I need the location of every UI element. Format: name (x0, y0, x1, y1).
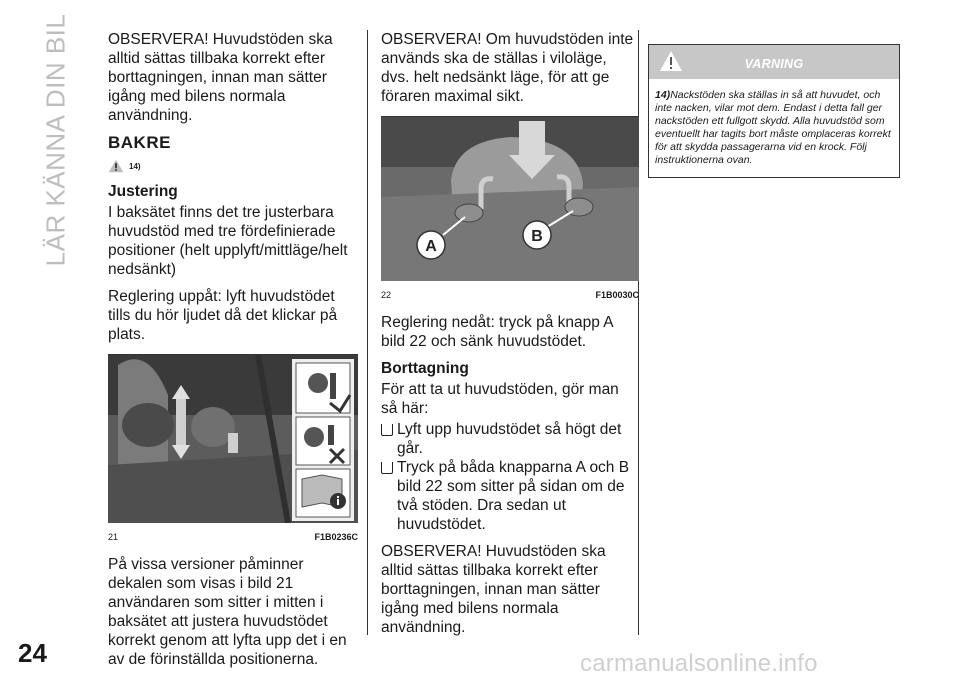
column-2 (381, 30, 639, 645)
figure-22-caption (381, 286, 639, 305)
warning-body (649, 79, 899, 177)
figure-22-code: F1B0030C (595, 290, 639, 300)
page-number: 24 (18, 638, 47, 668)
paragraph-note: OBSERVERA! Huvudstöden ska alltid sättas tillbaka korrekt efter borttagningen, innan man sätter igång med bilens normala användning. (381, 543, 606, 636)
section-title (36, 13, 76, 267)
column-1 (108, 30, 358, 677)
warning-title: VARNING (744, 57, 804, 71)
figure-22-label-b: B (531, 228, 543, 245)
bullet-icon (381, 424, 393, 436)
column-3 (648, 44, 900, 178)
paragraph-decal: På vissa versioner påminner dekalen som visas i bild 21 användaren som sitter i mitten i baksätet att justera huvudstödet korrekt genom att lyfta upp det i en av de förinställda positionerna. (108, 556, 347, 668)
list-item-text: Lyft upp huvudstödet så högt det går. (397, 421, 622, 457)
watermark: carmanualsonline.info (580, 650, 818, 677)
figure-21-code: F1B0236C (314, 532, 358, 542)
subheading-justering: Justering (108, 183, 178, 200)
heading-bakre: BAKRE (108, 133, 171, 152)
paragraph-headrests: I baksätet finns det tre justerbara huvudstöd med tre fördefinierade positioner (helt upplyft/mittläge/helt nedsänkt) (108, 204, 348, 278)
list-item (381, 458, 639, 534)
figure-21 (108, 354, 358, 547)
paragraph-adjust-down: Reglering nedåt: tryck på knapp A bild 22 och sänk huvudstödet. (381, 314, 613, 350)
list-item (381, 420, 639, 458)
warning-box (648, 44, 900, 178)
warning-triangle-icon (108, 159, 124, 173)
figure-21-number: 21 (108, 532, 119, 542)
figure-22-label-a: A (425, 238, 437, 255)
paragraph-removal-intro: För att ta ut huvudstöden, gör man så här: (381, 381, 619, 417)
warning-reference (108, 156, 358, 176)
warning-text: Nackstöden ska ställas in så att huvudet, och inte nacken, vilar mot dem. Endast i detta fall ger nackstöden ett fullgott skydd. Alla huvudstöd som eventuellt har tagits bort måste omplaceras korrekt för att skydda passagerarna vid en krock. Följ instruktionerna ovan. (655, 89, 891, 166)
bullet-icon (381, 462, 393, 474)
figure-21-caption (108, 528, 358, 547)
figure-22 (381, 116, 639, 305)
figure-21-image (108, 355, 358, 523)
column-divider-1 (367, 30, 368, 635)
paragraph-rest-position: OBSERVERA! Om huvudstöden inte används ska de ställas i viloläge, dvs. helt nedsänkt läge, för att ge föraren maximal sikt. (381, 31, 634, 105)
warning-reference-number: 14) (129, 161, 141, 171)
list-item-text: Tryck på båda knapparna A och B bild 22 som sitter på sidan om de två stöden. Dra sedan ut huvudstödet. (397, 459, 630, 533)
intro-paragraph: OBSERVERA! Huvudstöden ska alltid sättas tillbaka korrekt efter borttagningen, innan man sätter igång med bilens normala användning. (108, 31, 333, 124)
figure-22-number: 22 (381, 290, 392, 300)
subheading-borttagning: Borttagning (381, 360, 469, 377)
warning-number: 14) (655, 89, 671, 101)
figure-22-image (381, 117, 639, 281)
section-title-text: LÄR KÄNNA DIN BIL (40, 13, 71, 267)
paragraph-adjust-up: Reglering uppåt: lyft huvudstödet tills du hör ljudet då det klickar på plats. (108, 288, 338, 343)
warning-header (649, 45, 899, 79)
